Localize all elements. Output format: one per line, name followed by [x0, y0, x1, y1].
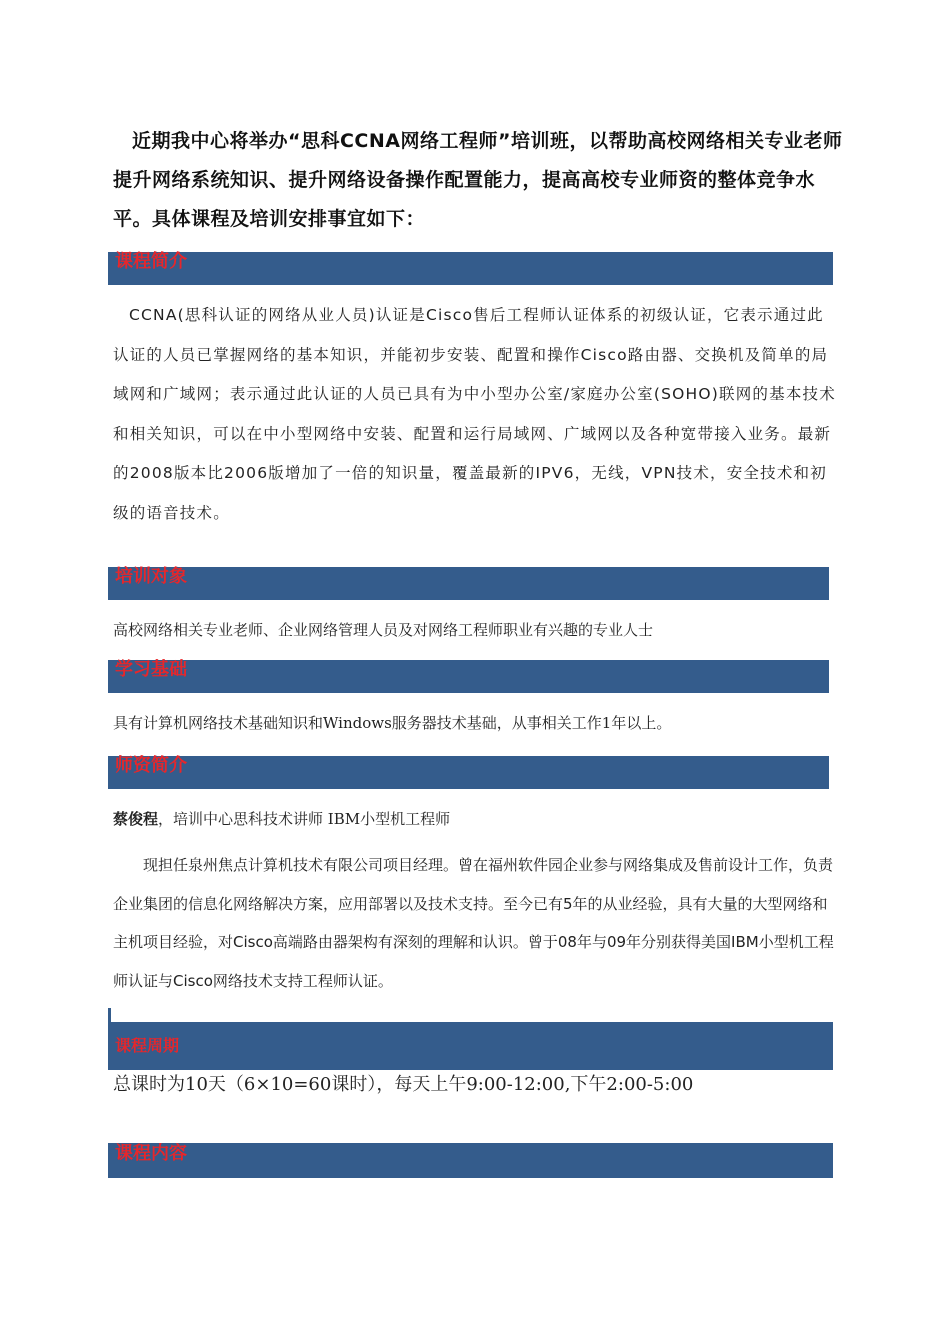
section-bar-course-intro	[108, 252, 833, 285]
teacher-bio	[113, 846, 837, 1000]
course-intro-body	[113, 296, 837, 533]
teacher-name: 蔡俊程	[113, 810, 159, 828]
audience-body: 高校网络相关专业老师、企业网络管理人员及对网络工程师职业有兴趣的专业人士	[113, 621, 654, 639]
teacher-role: ，培训中心思科技术讲师 IBM小型机工程师	[158, 810, 451, 828]
course-intro-text: CCNA(思科认证的网络从业人员)认证是Cisco售后工程师认证体系的初级认证，它表示通过此认证的人员已掌握网络的基本知识，并能初步安装、配置和操作Cisco路由器、交换机及简单的局域网和广域网；表示通过此认证的人员已具有为中小型办公室/家庭办公室(SOHO)联网的基本技术和相关知识，可以在中小型网络中安装、配置和运行局域网、广域网以及各种宽带接入业务。最新的2008版本比2006版增加了一倍的知识量，覆盖最新的IPV6，无线，VPN技术，安全技术和初级的语音技术。	[113, 306, 836, 522]
section-title-course-intro: 课程简介	[115, 251, 187, 272]
period-body: 总课时为10天（6×10=60课时），每天上午9:00-12:00,下午2:00-5:00	[113, 1074, 694, 1095]
section-bar-content	[108, 1143, 833, 1178]
teacher-line	[113, 808, 450, 829]
teacher-bio-text: 现担任泉州焦点计算机技术有限公司项目经理。曾在福州软件园企业参与网络集成及售前设计工作，负责企业集团的信息化网络解决方案，应用部署以及技术支持。至今已有5年的从业经验，具有大量的大型网络和主机项目经验，对Cisco高端路由器架构有深刻的理解和认识。曾于08年与09年分别获得美国IBM小型机工程师认证与Cisco网络技术支持工程师认证。	[113, 856, 834, 990]
section-bar-period	[108, 1022, 833, 1070]
prerequisites-body: 具有计算机网络技术基础知识和Windows服务器技术基础，从事相关工作1年以上。	[113, 714, 672, 732]
section-title-period: 课程周期	[115, 1036, 180, 1055]
section-title-prerequisites: 学习基础	[115, 659, 187, 680]
section-bar-audience	[108, 567, 829, 600]
intro-paragraph	[113, 122, 843, 239]
section-bar-teacher	[108, 756, 829, 789]
section-bar-prerequisites	[108, 660, 829, 693]
section-title-content: 课程内容	[115, 1143, 187, 1164]
divider-mark	[108, 1008, 111, 1022]
intro-text-content: 近期我中心将举办“思科CCNA网络工程师”培训班，以帮助高校网络相关专业老师提升网络系统知识、提升网络设备操作配置能力，提高高校专业师资的整体竞争水平。具体课程及培训安排事宜如下：	[113, 130, 843, 230]
section-title-teacher: 师资简介	[115, 755, 187, 776]
section-title-audience: 培训对象	[115, 566, 187, 587]
